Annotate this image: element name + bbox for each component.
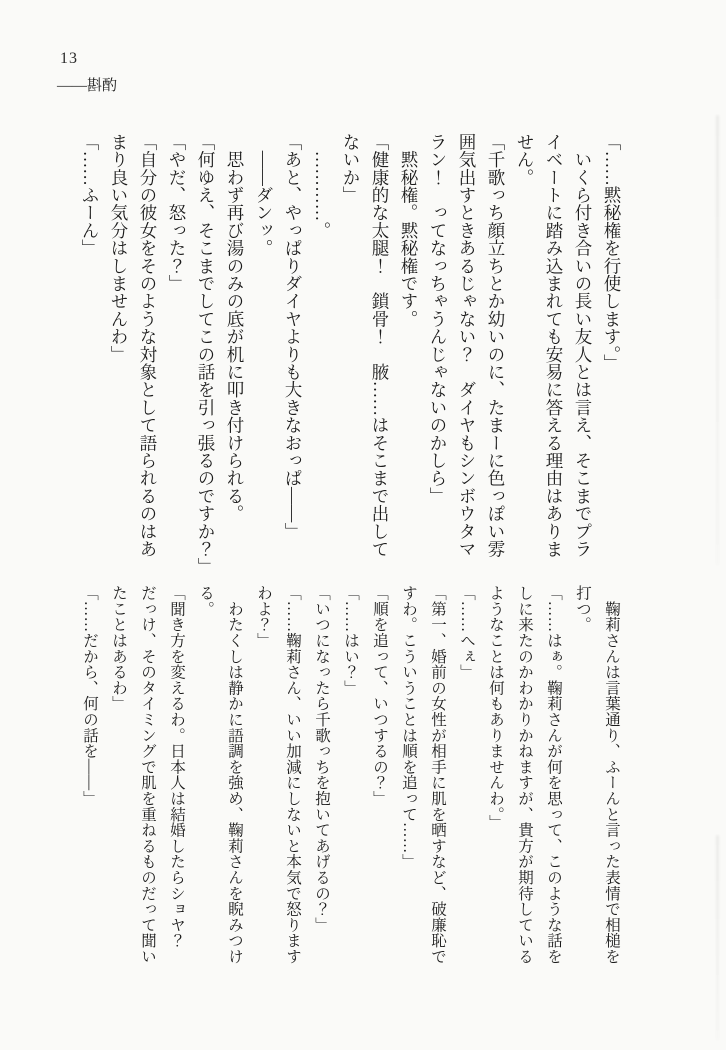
- text-line: 鞠莉さんは言葉通り、ふーんと言った表情で相槌を: [603, 585, 620, 965]
- text-line: ——ダンッ。: [254, 133, 274, 257]
- text-line: まり良い気分はしませんわ」: [109, 133, 129, 364]
- scan-edge-artifact: [716, 115, 719, 565]
- text-line: 「あと、やっぱりダイヤよりも大きなおっぱ——」: [283, 133, 303, 541]
- text-line: しに来たのかわかりかねますが、貴方が期待している: [516, 585, 533, 965]
- text-line: 「……ふーん」: [80, 133, 100, 257]
- text-line: 「聞き方を変えるわ。日本人は結婚したらショヤ？: [168, 585, 185, 949]
- text-line: イベートに踏み込まれても安易に答える理由はありま: [544, 133, 564, 558]
- text-line: 「いつになったら千歌っちを抱いてあげるの？」: [313, 585, 330, 933]
- text-line: 「……黙秘権を行使します。」: [602, 133, 622, 373]
- text-line: 「……鞠莉さん、いい加減にしないと本気で怒ります: [284, 585, 301, 965]
- text-line: 「やだ、怒った？」: [167, 133, 187, 293]
- upper-text-block: [75, 133, 626, 576]
- page-number: 13: [60, 50, 78, 67]
- text-line: …………。: [312, 133, 332, 240]
- text-line: わたくしは静かに語調を強め、鞠莉さんを睨みつけ: [226, 585, 243, 965]
- text-line: いくら付き合いの長い友人とは言え、そこまでプラ: [573, 133, 593, 558]
- text-line: だっけ、そのタイミングで肌を重ねるものだって聞い: [139, 585, 156, 965]
- text-line: ようなことは何もありませんわ。」: [487, 585, 504, 831]
- text-line: 思わず再び湯のみの底が机に叩き付けられる。: [225, 133, 245, 523]
- text-line: 「自分の彼女をそのような対象として語られるのはあ: [138, 133, 158, 558]
- text-line: 「何ゆえ、そこまでしてこの話を引っ張るのですか？」: [196, 133, 216, 576]
- text-line: 「順を追って、いつするの？」: [371, 585, 388, 807]
- text-line: 「……へぇ」: [458, 585, 475, 680]
- text-line: 「第一、婚前の女性が相手に肌を晒すなど、破廉恥で: [429, 585, 446, 965]
- text-line: 囲気出すときあるじゃない？ ダイヤもシンボウタマ: [457, 133, 477, 558]
- text-line: 黙秘権。黙秘権です。: [399, 133, 419, 328]
- text-line: 打つ。: [574, 585, 591, 633]
- text-line: たことはあるわ」: [110, 585, 127, 712]
- text-line: 「……はぁ。鞠莉さんが何を思って、このような話を: [545, 585, 562, 965]
- scan-edge-artifact: [716, 835, 719, 1040]
- text-line: 「健康的な太腿！ 鎖骨！ 腋……はそこまで出して: [370, 133, 390, 558]
- text-line: すわ。こういうことは順を追って……」: [400, 585, 417, 870]
- text-line: せん。: [515, 133, 535, 187]
- chapter-header: ――斟酌: [57, 78, 118, 94]
- text-line: 「……だから、何の話を——」: [81, 585, 98, 807]
- text-line: 「千歌っち顔立ちとか幼いのに、たまーに色っぽい雰: [486, 133, 506, 558]
- lower-text-block: [75, 585, 626, 964]
- text-line: 「……はい？」: [342, 585, 359, 696]
- text-line: ないか」: [341, 133, 361, 204]
- text-line: わよ？」: [255, 585, 272, 649]
- text-line: る。: [197, 585, 214, 617]
- text-line: ラン！ ってなっちゃうんじゃないのかしら」: [428, 133, 448, 505]
